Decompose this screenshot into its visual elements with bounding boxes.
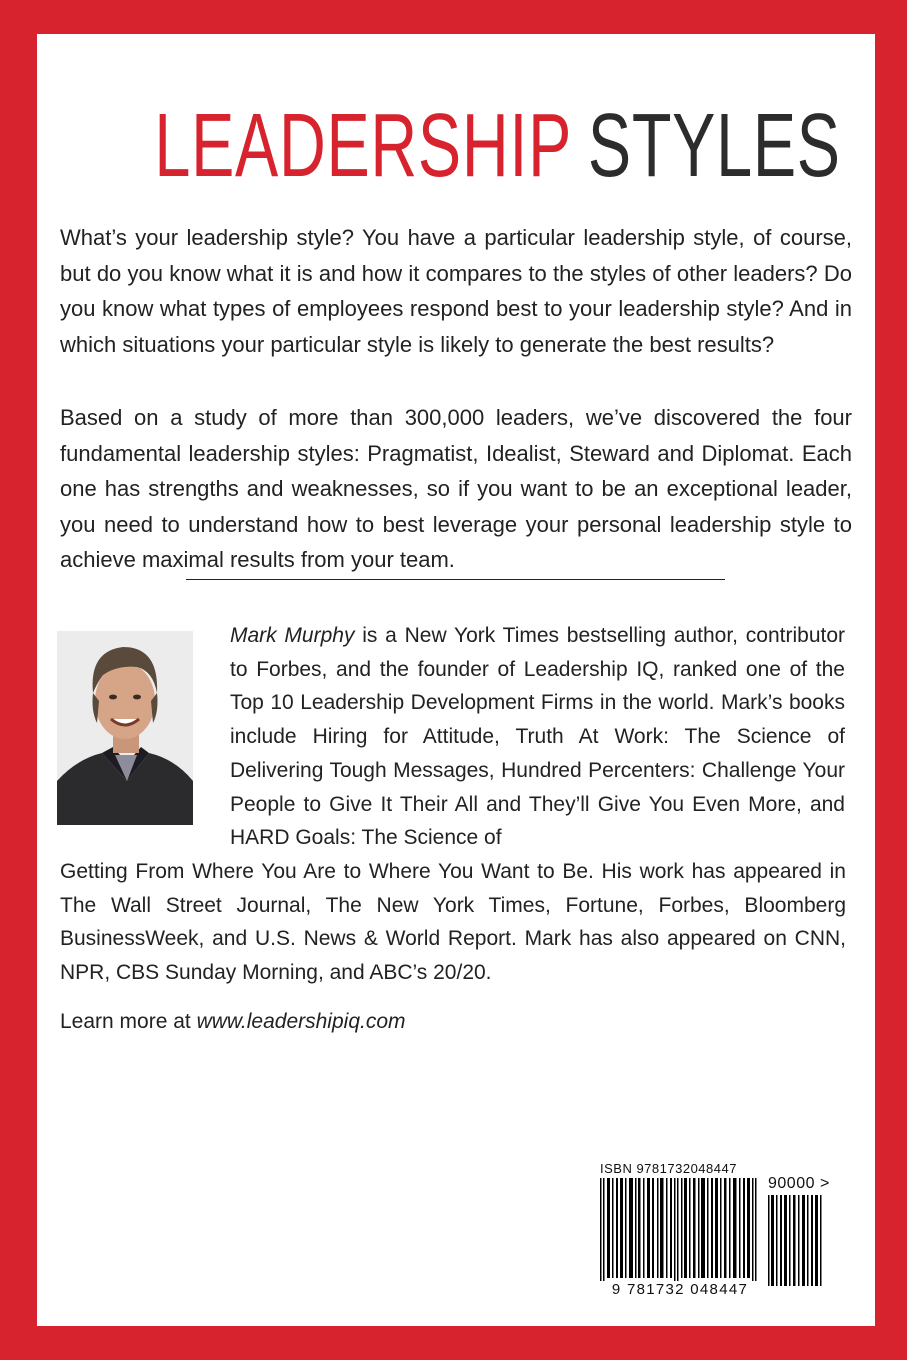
title-leadership: LEADERSHIP [154,96,573,196]
author-bio-text: is a New York Times bestselling author, contributor to Forbes, and the founder of Leadership IQ, ranked one of the Top 10 Leadership Development Firms in the world. Mark’s books include Hiring for Attitude, Truth At Work: The Science of Delivering Tough Messages, Hundred Percenters: Challenge Your People to Give It Their All and They’ll Give You Even More, and HARD Goals: The Science of [230,624,846,850]
learn-more-prefix: Learn more at [60,1010,197,1033]
back-cover [37,34,875,1326]
book-title [154,96,841,196]
author-photo [57,631,193,825]
study-paragraph: Based on a study of more than 300,000 leaders, we’ve discovered the four fundamental leadership styles: Pragmatist, Idealist, Steward and Diplomat. Each one has strengths and weaknesses, so if you want to be an exceptional leader, you need to understand how to best leverage your personal leadership style to achieve maximal results from your team. [60,405,852,573]
isbn-label: ISBN 9781732048447 [600,1161,737,1176]
addon-number: 90000 [768,1175,815,1192]
website-link[interactable]: www.leadershipiq.com [196,1010,406,1033]
author-bio-top [230,619,845,855]
barcode-addon-bars [768,1195,824,1286]
divider [186,579,725,580]
barcode-area [590,1161,858,1304]
learn-more [60,1007,406,1037]
author-bio-bottom: Getting From Where You Are to Where You Want to Be. His work has appeared in The Wall Street Journal, The New York Times, Fortune, Forbes, Bloomberg BusinessWeek, and U.S. News & World Report. Mark has also appeared on CNN, NPR, CBS Sunday Morning, and ABC’s 20/20. [60,860,846,985]
author-name: Mark Murphy [230,624,355,647]
barcode-addon-digits [768,1175,830,1193]
barcode-bars [600,1178,760,1286]
intro-paragraph: What’s your leadership style? You have a particular leadership style, of course, but do you know what it is and how it compares to the styles of other leaders? Do you know what types of employees respond best to your leadership style? And in which situations your particular style is likely to generate the best results? [60,225,852,357]
title-styles: STYLES [587,96,841,196]
addon-marker: > [819,1175,830,1192]
barcode-digits: 9 781732 048447 [600,1281,760,1298]
